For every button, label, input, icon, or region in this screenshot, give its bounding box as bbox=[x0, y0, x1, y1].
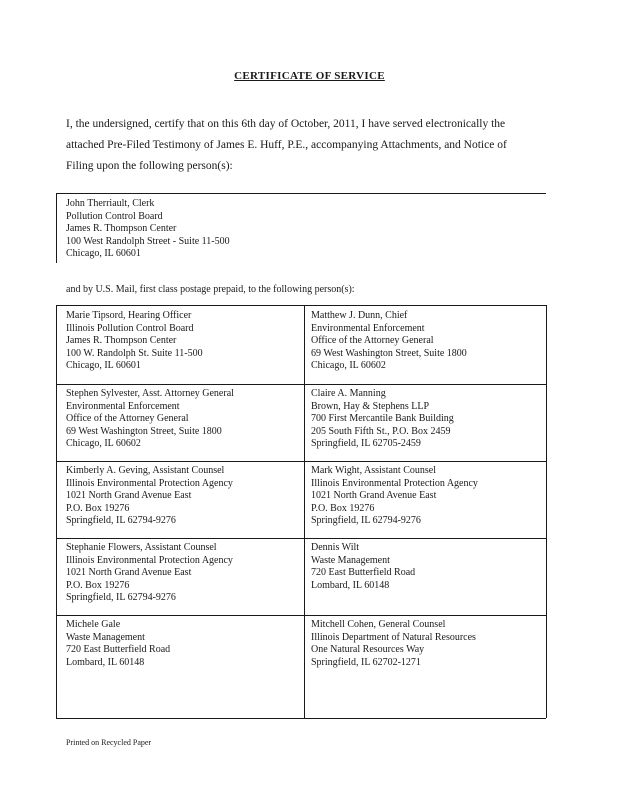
grid-rule-2 bbox=[56, 384, 546, 385]
grid-rule-bottom bbox=[56, 718, 546, 719]
grid-left-rule bbox=[56, 305, 57, 718]
address-line: Stephen Sylvester, Asst. Attorney General bbox=[66, 388, 234, 399]
grid-rule-1 bbox=[56, 305, 546, 306]
grid-rule-4 bbox=[56, 538, 546, 539]
address-line: Chicago, IL 60602 bbox=[311, 360, 386, 372]
address-line: Michele Gale bbox=[66, 619, 121, 630]
intro-line-1: I, the undersigned, certify that on this 6th day of October, 2011, I have served electronically the bbox=[66, 118, 506, 130]
address-line: Illinois Environmental Protection Agency bbox=[311, 477, 478, 489]
address-line: Springfield, IL 62794-9276 bbox=[311, 515, 421, 527]
address-line: 700 First Mercantile Bank Building bbox=[311, 413, 454, 425]
address-block bbox=[66, 465, 233, 528]
address-line: Chicago, IL 60602 bbox=[66, 438, 141, 450]
address-line: Illinois Environmental Protection Agency bbox=[66, 554, 233, 566]
grid-rule-3 bbox=[56, 461, 546, 462]
address-line: P.O. Box 19276 bbox=[66, 502, 130, 514]
address-line: Lombard, IL 60148 bbox=[311, 579, 390, 591]
address-line: Chicago, IL 60601 bbox=[66, 360, 141, 372]
address-line: Environmental Enforcement bbox=[311, 322, 425, 334]
address-line: 205 South Fifth St., P.O. Box 2459 bbox=[311, 425, 451, 437]
address-line: 1021 North Grand Avenue East bbox=[66, 567, 192, 579]
address-line: Brown, Hay & Stephens LLP bbox=[311, 400, 430, 412]
address-line: Springfield, IL 62705-2459 bbox=[311, 438, 421, 450]
primary-org: Pollution Control Board bbox=[66, 210, 163, 222]
address-block bbox=[66, 542, 233, 605]
address-line: 1021 North Grand Avenue East bbox=[66, 490, 192, 502]
address-line: Lombard, IL 60148 bbox=[66, 656, 145, 668]
address-line: Dennis Wilt bbox=[311, 542, 360, 553]
primary-box-left-rule bbox=[56, 193, 57, 263]
address-block bbox=[311, 619, 476, 669]
address-line: Matthew J. Dunn, Chief bbox=[311, 310, 408, 321]
address-line: Office of the Attorney General bbox=[311, 335, 434, 347]
intro-line-2: attached Pre-Filed Testimony of James E. Huff, P.E., accompanying Attachments, and Notice of bbox=[66, 139, 507, 151]
address-line: Springfield, IL 62794-9276 bbox=[66, 515, 176, 527]
address-line: 1021 North Grand Avenue East bbox=[311, 490, 437, 502]
primary-building: James R. Thompson Center bbox=[66, 223, 177, 235]
address-line: 720 East Butterfield Road bbox=[66, 644, 171, 656]
primary-address-block bbox=[66, 198, 230, 261]
address-line: Mark Wight, Assistant Counsel bbox=[311, 465, 436, 476]
address-line: 69 West Washington Street, Suite 1800 bbox=[66, 425, 222, 437]
page-title: CERTIFICATE OF SERVICE bbox=[234, 70, 385, 82]
address-block bbox=[311, 465, 478, 528]
address-block bbox=[311, 542, 415, 592]
address-line: Illinois Pollution Control Board bbox=[66, 322, 194, 334]
address-line: James R. Thompson Center bbox=[66, 335, 177, 347]
address-line: Environmental Enforcement bbox=[66, 400, 180, 412]
address-block bbox=[66, 619, 170, 669]
address-line: Springfield, IL 62794-9276 bbox=[66, 592, 176, 604]
address-line: Marie Tipsord, Hearing Officer bbox=[66, 310, 192, 321]
address-line: Mitchell Cohen, General Counsel bbox=[311, 619, 446, 630]
mail-intro: and by U.S. Mail, first class postage prepaid, to the following person(s): bbox=[66, 284, 355, 295]
address-line: Kimberly A. Geving, Assistant Counsel bbox=[66, 465, 225, 476]
address-line: Office of the Attorney General bbox=[66, 413, 189, 425]
grid-right-rule bbox=[546, 305, 547, 718]
address-line: Waste Management bbox=[311, 554, 390, 566]
address-line: Stephanie Flowers, Assistant Counsel bbox=[66, 542, 217, 553]
address-line: Illinois Environmental Protection Agency bbox=[66, 477, 233, 489]
address-line: Waste Management bbox=[66, 631, 145, 643]
address-block bbox=[311, 388, 454, 451]
address-line: Springfield, IL 62702-1271 bbox=[311, 656, 421, 668]
primary-city: Chicago, IL 60601 bbox=[66, 248, 141, 260]
address-line: Claire A. Manning bbox=[311, 388, 386, 399]
certification-paragraph bbox=[66, 114, 556, 177]
primary-street: 100 West Randolph Street - Suite 11-500 bbox=[66, 235, 230, 247]
address-block bbox=[66, 310, 203, 373]
primary-box-top-rule bbox=[56, 193, 546, 194]
grid-rule-5 bbox=[56, 615, 546, 616]
address-block bbox=[66, 388, 234, 451]
address-line: 720 East Butterfield Road bbox=[311, 567, 416, 579]
primary-name: John Therriault, Clerk bbox=[66, 198, 155, 209]
address-line: Illinois Department of Natural Resources bbox=[311, 631, 476, 643]
address-line: One Natural Resources Way bbox=[311, 644, 425, 656]
recycled-paper-footer: Printed on Recycled Paper bbox=[66, 738, 152, 747]
grid-center-rule bbox=[304, 305, 305, 718]
address-block bbox=[311, 310, 467, 373]
address-line: 100 W. Randolph St. Suite 11-500 bbox=[66, 347, 203, 359]
intro-line-3: Filing upon the following person(s): bbox=[66, 160, 233, 172]
address-line: 69 West Washington Street, Suite 1800 bbox=[311, 347, 467, 359]
address-line: P.O. Box 19276 bbox=[66, 579, 130, 591]
address-line: P.O. Box 19276 bbox=[311, 502, 375, 514]
